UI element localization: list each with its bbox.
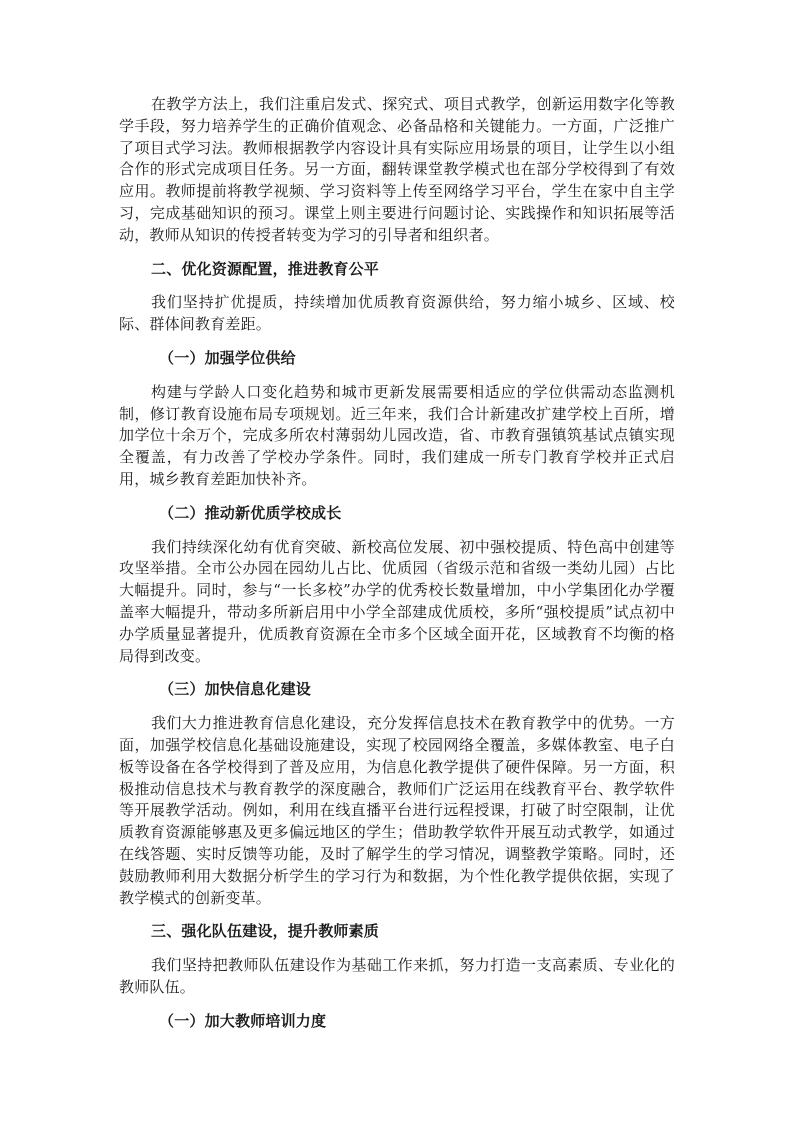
subheading-informatization: （三）加快信息化建设 bbox=[159, 680, 312, 699]
paragraph-teacher-team: 我们坚持把教师队伍建设作为基础工作来抓，努力打造一支高素质、专业化的教师队伍。 bbox=[119, 956, 675, 996]
document-page bbox=[119, 94, 675, 1032]
paragraph-school-places: 构建与学龄人口变化趋势和城市更新发展需要相适应的学位供需动态监测机制，修订教育设施布局专项规划。近三年来，我们合计新建改扩建学校上百所，增加学位十余万个，完成多所农村薄弱幼儿园改造，省、市教育强镇筑基试点镇实现全覆盖，有力改善了学校办学条件。同时，我们建成一所专门教育学校并正式启用，城乡教育差距加快补齐。 bbox=[119, 382, 675, 488]
subheading-school-places: （一）加强学位供给 bbox=[159, 348, 296, 367]
paragraph-resource-intro: 我们坚持扩优提质，持续增加优质教育资源供给，努力缩小城乡、区域、校际、群体间教育差距。 bbox=[119, 293, 675, 334]
paragraph-teaching-methods: 在教学方法上，我们注重启发式、探究式、项目式教学，创新运用数字化等教学手段，努力培养学生的正确价值观念、必备品格和关键能力。一方面，广泛推广了项目式学习法。教师根据教学内容设计具有实际应用场景的项目，让学生以小组合作的形式完成项目任务。另一方面，翻转课堂教学模式也在部分学校得到了有效应用。教师提前将教学视频、学习资料等上传至网络学习平台，学生在家中自主学习，完成基础知识的预习。课堂上则主要进行问题讨论、实践操作和知识拓展等活动，教师从知识的传授者转变为学习的引导者和组织者。 bbox=[119, 95, 675, 244]
subheading-teacher-training: （一）加大教师培训力度 bbox=[159, 1011, 327, 1030]
paragraph-quality-schools: 我们持续深化幼有优育突破、新校高位发展、初中强校提质、特色高中创建等攻坚举措。全市公办园在园幼儿占比、优质园（省级示范和省级一类幼儿园）占比大幅提升。同时，参与“一长多校”办学的优秀校长数量增加，中小学集团化办学覆盖率大幅提升，带动多所新启用中小学全部建成优质校，多所“强校提质”试点初中办学质量显著提升，优质教育资源在全市多个区域全面开花，区域教育不均衡的格局得到改变。 bbox=[119, 537, 675, 665]
section-heading-resource-allocation: 二、优化资源配置，推进教育公平 bbox=[151, 259, 380, 278]
section-heading-teacher-team: 三、强化队伍建设，提升教师素质 bbox=[151, 922, 380, 941]
subheading-quality-schools: （二）推动新优质学校成长 bbox=[159, 503, 342, 522]
paragraph-informatization: 我们大力推进教育信息化建设，充分发挥信息技术在教育教学中的优势。一方面，加强学校信息化基础设施建设，实现了校园网络全覆盖，多媒体教室、电子白板等设备在各学校得到了普及应用，为信息化教学提供了硬件保障。另一方面，积极推动信息技术与教育教学的深度融合，教师们广泛运用在线教育平台、教学软件等开展教学活动。例如，利用在线直播平台进行远程授课，打破了时空限制，让优质教育资源能够惠及更多偏远地区的学生；借助教学软件开展互动式教学，如通过在线答题、实时反馈等功能，及时了解学生的学习情况，调整教学策略。同时，还鼓励教师利用大数据分析学生的学习行为和数据，为个性化教学提供依据，实现了教学模式的创新变革。 bbox=[119, 714, 675, 907]
